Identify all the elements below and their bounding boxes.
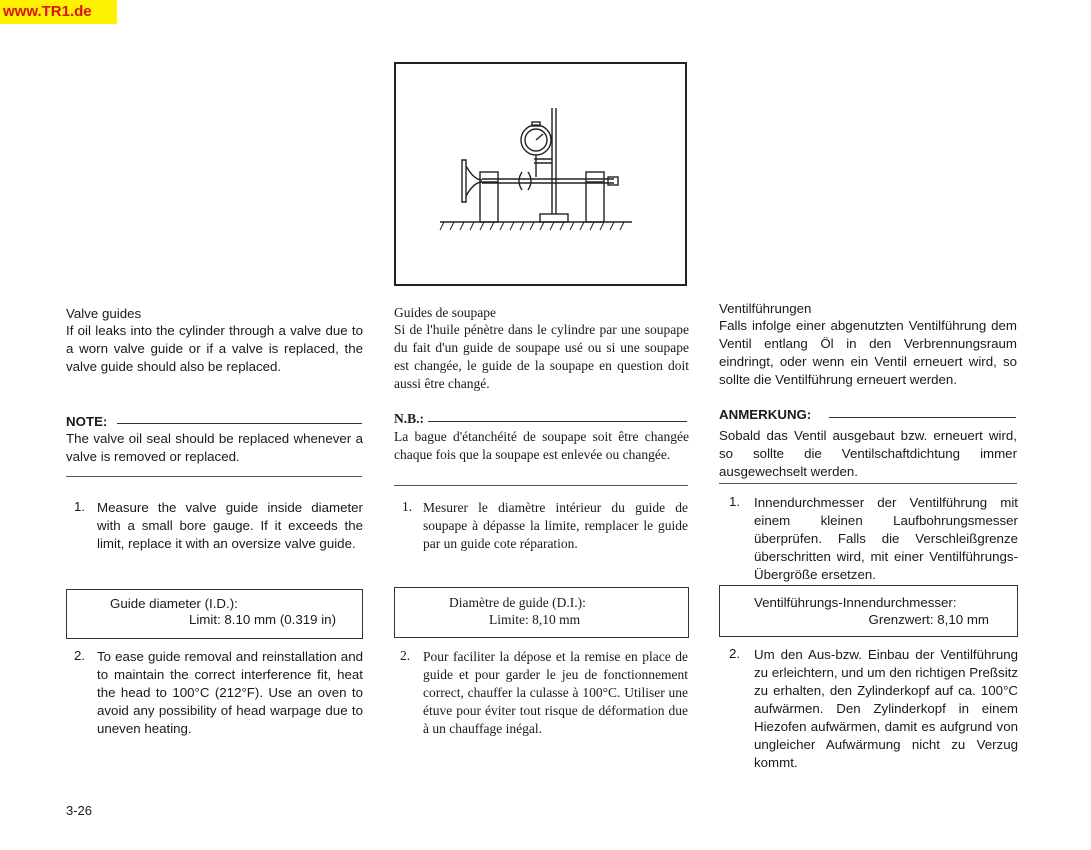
step-2 xyxy=(729,646,1019,791)
note-text: Sobald das Ventil ausgebaut bzw. erneuert wird, so sollte die Ventilschaftdichtung immer ausgewechselt werden. xyxy=(719,428,1017,479)
spec-label: Diamètre de guide (D.I.): xyxy=(449,595,586,610)
step-text: Innendurchmesser der Ventilführung mit einem kleinen Laufbohrungsmesser überprüfen. Falls die Verschleißgrenze überschritten wird, mit einer Ventilführungs-Übergröße ersetzen. xyxy=(754,495,1018,582)
spec-label: Guide diameter (I.D.): xyxy=(110,596,238,611)
note-text: The valve oil seal should be replaced whenever a valve is removed or replaced. xyxy=(66,431,363,464)
step-1 xyxy=(402,499,690,559)
step-number: 1. xyxy=(729,494,741,509)
step-number: 1. xyxy=(402,499,413,514)
step-text: Pour faciliter la dépose et la remise en place de guide et pour garder le jeu de fonctionnement correct, chauffer la culasse à 100°C. Utiliser une étuve pour éviter tout risque de déformation due à un chauffage inégal. xyxy=(423,649,688,736)
step-number: 2. xyxy=(400,648,411,663)
step-text: Mesurer le diamètre intérieur du guide de soupape à dépasse la limite, remplacer le guide par un guide cote réparation. xyxy=(423,500,688,551)
spec-box xyxy=(394,587,689,638)
spec-box xyxy=(66,589,363,639)
step-2 xyxy=(400,648,690,758)
valve-guide-measurement-illustration xyxy=(394,62,687,286)
intro-paragraph: Si de l'huile pénètre dans le cylindre par une soupape du fait d'un guide de soupape usé ou si une soupape est changée, le guide de la soupape en question doit aussi être changé. xyxy=(394,322,689,391)
step-number: 2. xyxy=(74,648,86,663)
spec-limit: Limit: 8.10 mm (0.319 in) xyxy=(188,612,336,627)
step-1 xyxy=(74,499,364,579)
note-end-divider xyxy=(394,485,688,486)
note-end-divider xyxy=(719,483,1017,484)
step-text: Um den Aus-bzw. Einbau der Ventilführung zu erleichtern, und um den richtigen Preßsitz zu erhalten, den Zylinderkopf auf ca. 100°C aufwärmen. Den Zylinderkopf in einem Hiezofen aufwärmen, damit es aufgrund von ungleicher Aufwärmung nicht zu Verzug kommt. xyxy=(754,647,1018,770)
section-title: Valve guides xyxy=(66,306,142,321)
intro-paragraph: If oil leaks into the cylinder through a valve due to a worn valve guide or if a valve is replaced, the valve guide should also be replaced. xyxy=(66,323,363,374)
step-number: 1. xyxy=(74,499,86,514)
note-end-divider xyxy=(66,476,362,477)
note-label: N.B.: xyxy=(394,411,424,426)
spec-label: Ventilführungs-Innendurchmesser: xyxy=(754,595,957,610)
dial-gauge-setup-drawing xyxy=(396,64,685,284)
section-title: Ventilführungen xyxy=(719,301,812,316)
step-2 xyxy=(74,648,364,743)
note-text: La bague d'étanchéité de soupape soit être changée chaque fois que la soupape est enlevée ou changée. xyxy=(394,429,689,462)
note-divider xyxy=(117,423,362,424)
note-divider xyxy=(829,417,1016,418)
note-label: NOTE: xyxy=(66,414,108,429)
page-number: 3-26 xyxy=(66,803,93,818)
intro-paragraph: Falls infolge einer abgenutzten Ventilführung dem Ventil entlang Öl in den Verbrennungsraum eindringt, oder wenn ein Ventil erneuert wird, so sollte die Ventilführung erneuert werden. xyxy=(719,318,1017,387)
spec-limit: Grenzwert: 8,10 mm xyxy=(868,612,989,627)
step-number: 2. xyxy=(729,646,741,661)
step-1 xyxy=(729,494,1019,584)
section-title: Guides de soupape xyxy=(394,305,496,320)
note-divider xyxy=(428,421,687,422)
spec-box xyxy=(719,585,1018,637)
step-text: To ease guide removal and reinstallation and to maintain the correct interference fit, heat the head to 100°C (212°F). Use an oven to avoid any possibility of head warpage due to uneven heating. xyxy=(97,649,363,736)
site-watermark: www.TR1.de xyxy=(0,0,117,24)
note-label: ANMERKUNG: xyxy=(719,407,812,422)
step-text: Measure the valve guide inside diameter with a small bore gauge. If it exceeds the limit, replace it with an oversize valve guide. xyxy=(97,500,363,551)
spec-limit: Limite: 8,10 mm xyxy=(489,612,581,627)
